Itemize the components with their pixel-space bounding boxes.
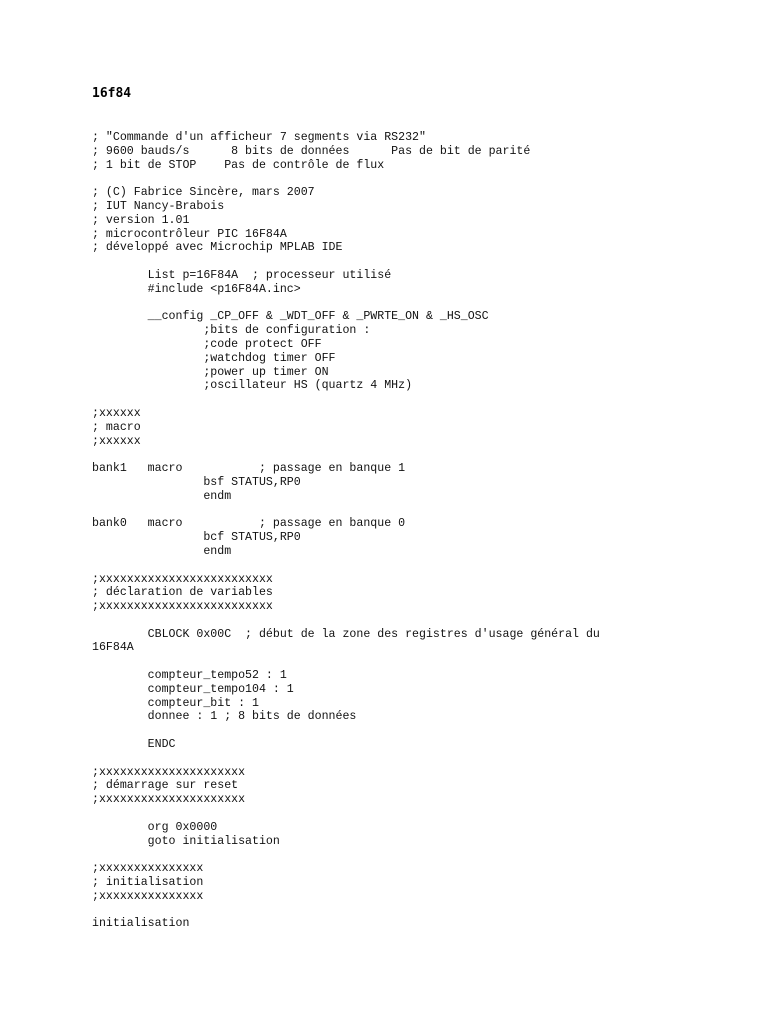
code-line: __config _CP_OFF & _WDT_OFF & _PWRTE_ON & _HS_OSC [92, 310, 489, 324]
code-line: ;xxxxxxxxxxxxxxxxxxxxx [92, 793, 246, 807]
code-line [92, 255, 752, 269]
code-line: ; IUT Nancy-Brabois [92, 199, 225, 213]
code-line: ;code protect OFF [92, 337, 322, 351]
code-line: compteur_tempo104 : 1 [92, 682, 294, 696]
code-line: bsf STATUS,RP0 [92, 475, 301, 489]
code-line [92, 614, 752, 628]
code-line: ; 9600 bauds/s 8 bits de données Pas de bit de parité [92, 144, 531, 158]
code-line: ; "Commande d'un afficheur 7 segments via RS232" [92, 131, 426, 144]
code-line [92, 504, 752, 518]
code-line: bcf STATUS,RP0 [92, 531, 301, 545]
code-line: ; 1 bit de STOP Pas de contrôle de flux [92, 158, 385, 172]
code-line: bank1 macro ; passage en banque 1 [92, 462, 406, 476]
code-line: 16F84A [92, 641, 134, 655]
code-line: ; microcontrôleur PIC 16F84A [92, 227, 287, 241]
code-line [92, 559, 752, 573]
code-line: compteur_bit : 1 [92, 696, 259, 710]
document-title: 16f84 [92, 86, 132, 101]
code-line [92, 393, 752, 407]
code-line: ;oscillateur HS (quartz 4 MHz) [92, 379, 413, 393]
source-code-block [92, 131, 752, 931]
code-line: ;xxxxxxxxxxxxxxx [92, 862, 204, 876]
code-line [92, 807, 752, 821]
code-line: ; (C) Fabrice Sincère, mars 2007 [92, 186, 315, 200]
code-line: ;power up timer ON [92, 365, 329, 379]
code-line: ;xxxxxxxxxxxxxxx [92, 889, 204, 903]
code-line [92, 655, 752, 669]
code-line: ;xxxxxxxxxxxxxxxxxxxxxxxxx [92, 600, 273, 614]
code-line: ;xxxxxx [92, 434, 141, 448]
code-line [92, 172, 752, 186]
code-line: ;xxxxxx [92, 406, 141, 420]
code-line: bank0 macro ; passage en banque 0 [92, 517, 406, 531]
code-line: #include <p16F84A.inc> [92, 282, 301, 296]
code-line: ;bits de configuration : [92, 324, 371, 338]
code-line: List p=16F84A ; processeur utilisé [92, 268, 392, 282]
code-line: ENDC [92, 738, 176, 752]
code-line: CBLOCK 0x00C ; début de la zone des registres d'usage général du [92, 627, 600, 641]
code-line: ;watchdog timer OFF [92, 351, 336, 365]
code-line: ; développé avec Microchip MPLAB IDE [92, 241, 343, 255]
code-line: initialisation [92, 917, 190, 931]
code-line: ;xxxxxxxxxxxxxxxxxxxxx [92, 765, 246, 779]
code-line: ; démarrage sur reset [92, 779, 239, 793]
code-line [92, 752, 752, 766]
code-line: donnee : 1 ; 8 bits de données [92, 710, 357, 724]
code-line [92, 297, 752, 311]
code-line: ; initialisation [92, 876, 204, 890]
code-line: ; déclaration de variables [92, 586, 273, 600]
code-line [92, 848, 752, 862]
code-line: goto initialisation [92, 834, 280, 848]
code-line [92, 448, 752, 462]
code-line: ; macro [92, 420, 141, 434]
code-line: endm [92, 544, 232, 558]
code-line [92, 904, 752, 918]
code-line: org 0x0000 [92, 820, 218, 834]
code-line [92, 724, 752, 738]
code-line: ; version 1.01 [92, 213, 190, 227]
code-line: compteur_tempo52 : 1 [92, 669, 287, 683]
code-line: endm [92, 489, 232, 503]
code-line: ;xxxxxxxxxxxxxxxxxxxxxxxxx [92, 572, 273, 586]
